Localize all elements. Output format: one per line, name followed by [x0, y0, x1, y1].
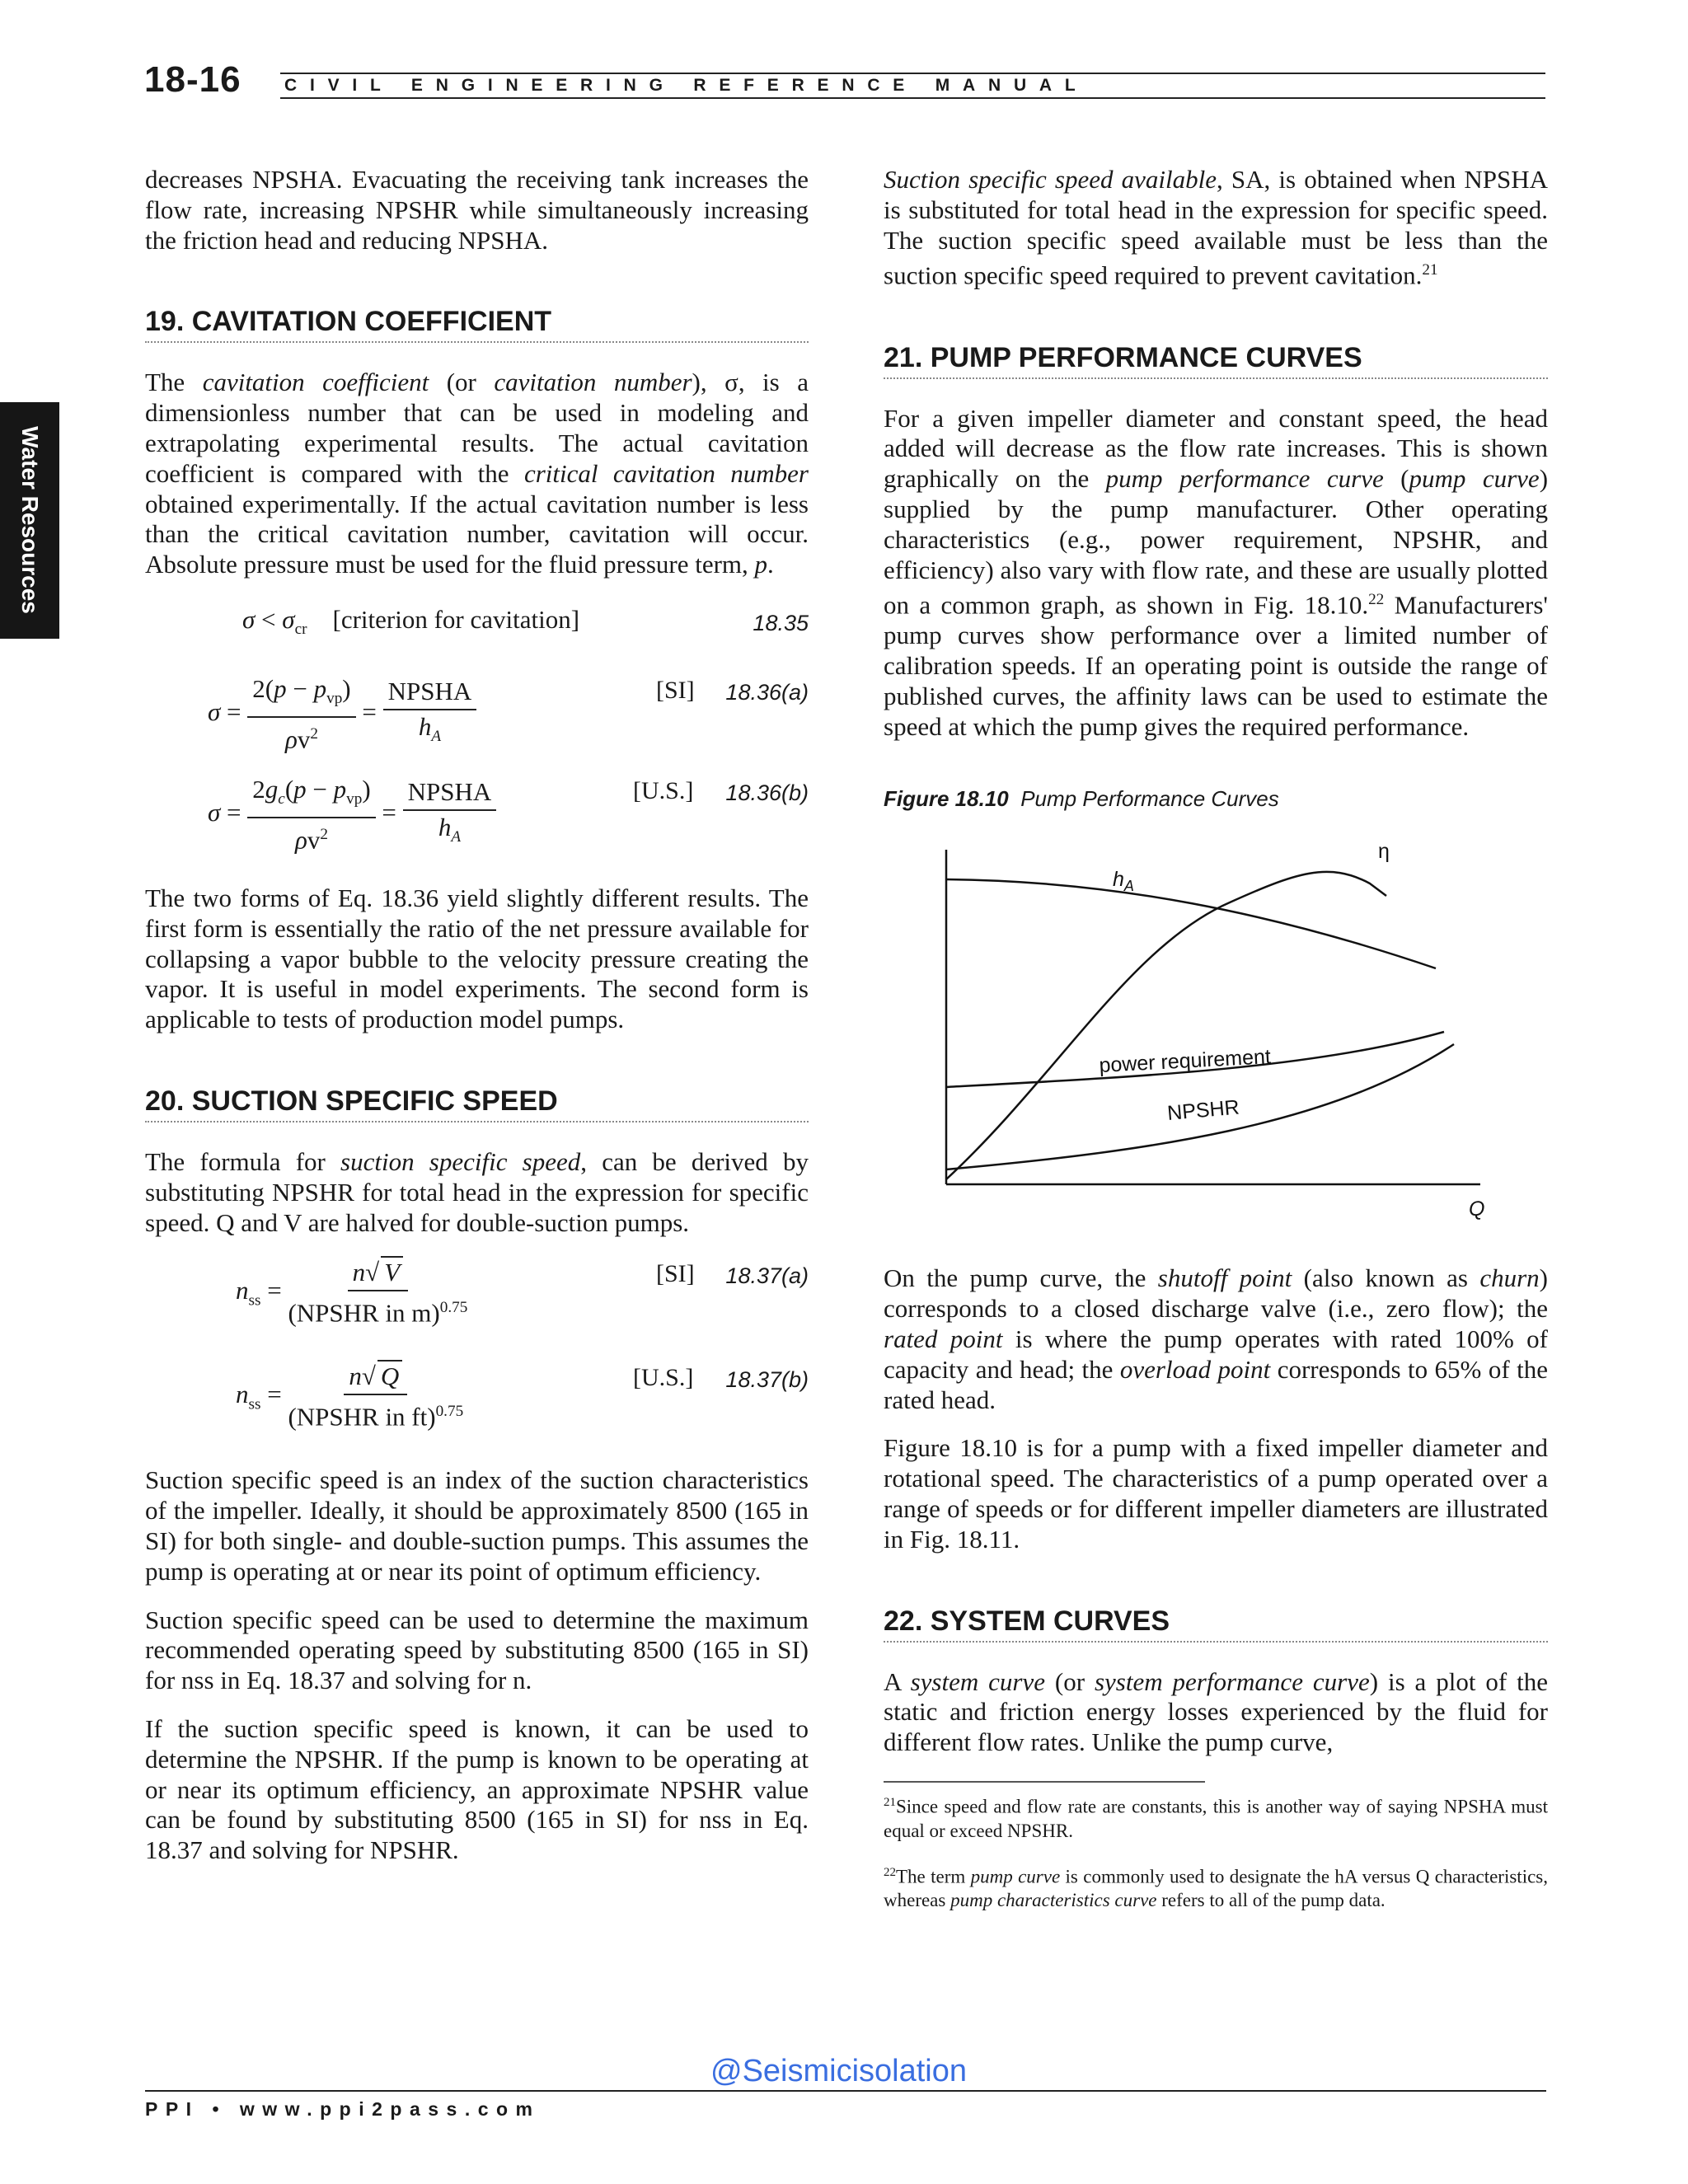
equation-18-36b: σ = $\frac{2g_c(p - p_{vp})}{\rho v^2}$ = $\frac{\text{NPSHA}}{h_A}$ [U.S.] 18.36(b)	[208, 774, 809, 855]
paragraph: The two forms of Eq. 18.36 yield slightly different results. The first form is essentially the ratio of the net pressure available for collapsing a vapor bubble to the velocity pressure creating the vapor. It is useful in model experiments. The second form is applicable to tests of production model pumps.	[145, 883, 809, 1034]
paragraph: If the suction specific speed is known, it can be used to determine the NPSHR. If the pump is known to be operating at or near its optimum efficiency, an approximate NPSHR value can be found by substituting 8500 (165 in SI) for nss in Eq. 18.37 and solving for NPSHR.	[145, 1713, 809, 1865]
footer-rule	[145, 2090, 1546, 2092]
paragraph: The cavitation coefficient (or cavitation number), σ, is a dimensionless number that can be used in modeling and extrapolating experimental results. The actual cavitation coefficient is compared with the critical cavitation number obtained experimentally. If the actual cavitation number is less than the critical cavitation number, cavitation will occur. Absolute pressure must be used for the fluid pressure term, p.	[145, 368, 809, 579]
side-tab-label: Water Resources	[17, 426, 43, 614]
section-heading-20: 20. SUCTION SPECIFIC SPEED	[145, 1085, 809, 1122]
side-tab	[0, 402, 59, 639]
equation-number: 18.36(a)	[725, 679, 809, 705]
footnote-22: $^{22}$The term pump curve is commonly used to designate the hA versus Q characteristics, whereas pump characteristics curve refers to all of the pump data.	[884, 1865, 1548, 1911]
page-number: 18-16	[144, 59, 241, 100]
footer-text: PPI • www.ppi2pass.com	[145, 2098, 541, 2120]
pump-performance-chart	[884, 830, 1543, 1242]
right-column	[884, 165, 1548, 1930]
equation-18-35: $\sigma < \sigma_{cr}$ [criterion for cavitation] 18.35	[242, 604, 809, 639]
equation-18-37a: $n_{ss}$ = $\frac{n√ V}{(NPSHR in m)^{0.75}}$ [SI] 18.37(a)	[236, 1258, 809, 1328]
figure-caption: Figure 18.10 Pump Performance Curves	[884, 785, 1279, 811]
paragraph: A system curve (or system performance curve) is a plot of the static and friction energy losses experienced by the fluid for different flow rates. Unlike the pump curve,	[884, 1666, 1548, 1757]
equation-18-36a: σ = $\frac{2(p - p_{vp})}{\rho v^2}$ = $\frac{\text{NPSHA}}{h_A}$ [SI] 18.36(a)	[208, 673, 809, 754]
header-rule-bottom	[280, 97, 1545, 99]
figure-18-10	[884, 830, 1548, 1242]
paragraph: Suction specific speed available, SA, is obtained when NPSHA is substituted for total head in the expression for specific speed. The suction specific speed available must be less than the suction specific speed required to prevent cavitation.$^{21}$	[884, 165, 1548, 290]
unit-tag: [SI]	[656, 1260, 695, 1288]
watermark: @Seismicisolation	[710, 2054, 968, 2088]
power-label: power requirement	[1098, 1045, 1272, 1078]
running-title: CIVIL ENGINEERING REFERENCE MANUAL	[284, 76, 1089, 95]
unit-tag: [SI]	[656, 676, 695, 704]
paragraph: Suction specific speed can be used to determine the maximum recommended operating speed by substituting 8500 (165 in SI) for nss in Eq. 18.37 and solving for n.	[145, 1605, 809, 1695]
npshr-label: NPSHR	[1166, 1095, 1240, 1126]
paragraph: The formula for suction specific speed, can be derived by substituting NPSHR for total head in the expression for specific speed. Q and V are halved for double-suction pumps.	[145, 1146, 809, 1237]
paragraph: Figure 18.10 is for a pump with a fixed impeller diameter and rotational speed. The characteristics of a pump operated over a range of speeds or for different impeller diameters are illustrated in Fig. 18.11.	[884, 1433, 1548, 1554]
equation-number: 18.37(b)	[725, 1367, 809, 1393]
unit-tag: [U.S.]	[633, 1364, 694, 1392]
paragraph: For a given impeller diameter and constant speed, the head added will decrease as the flow rate increases. This is shown graphically on the pump performance curve (pump curve) supplied by the pump manufacturer. Other operating characteristics (e.g., power requirement, NPSHR, and efficiency) also vary with flow rate, and these are usually plotted on a common graph, as shown in Fig. 18.10.22 Manufacturers' pump curves show performance over a limited number of calibration speeds. If an operating point is outside the range of published curves, the affinity laws can be used to estimate the speed at which the pump gives the required performance.	[884, 403, 1549, 741]
section-heading-22: 22. SYSTEM CURVES	[884, 1605, 1548, 1643]
section-heading-21: 21. PUMP PERFORMANCE CURVES	[884, 341, 1548, 379]
paragraph: On the pump curve, the shutoff point (also known as churn) corresponds to a closed discharge valve (i.e., zero flow); the rated point is where the pump operates with rated 100% of capacity and head; the overload point corresponds to 65% of the rated head.	[884, 1263, 1548, 1414]
left-column	[145, 165, 809, 1884]
eta-label: η	[1378, 840, 1390, 864]
paragraph: decreases NPSHA. Evacuating the receiving tank increases the flow rate, increasing NPSHR while simultaneously increasing the friction head and reducing NPSHA.	[145, 165, 809, 255]
unit-tag: [U.S.]	[633, 776, 694, 804]
header-rule-top	[280, 73, 1545, 74]
footnote-21: $^{21}$Since speed and flow rate are constants, this is another way of saying NPSHA must equal or exceed NPSHR.	[884, 1795, 1548, 1841]
equation-18-37b: $n_{ss}$ = $\frac{n√ Q}{(NPSHR in ft)^{0.75}}$ [U.S.] 18.37(b)	[236, 1361, 809, 1432]
equation-number: 18.36(b)	[725, 780, 809, 805]
q-axis-label: Q	[1469, 1197, 1485, 1221]
equation-number: 18.37(a)	[725, 1263, 809, 1289]
paragraph: Suction specific speed is an index of the suction characteristics of the impeller. Ideally, it should be approximately 8500 (165 in SI) for both single- and double-suction pumps. This assumes the pump is operating at or near its point of optimum efficiency.	[145, 1465, 809, 1586]
ha-label: $h_A$	[1113, 868, 1134, 895]
footnote-rule	[884, 1781, 1205, 1783]
efficiency-curve	[946, 872, 1386, 1179]
section-heading-19: 19. CAVITATION COEFFICIENT	[145, 305, 809, 343]
equation-number: 18.35	[753, 610, 809, 635]
